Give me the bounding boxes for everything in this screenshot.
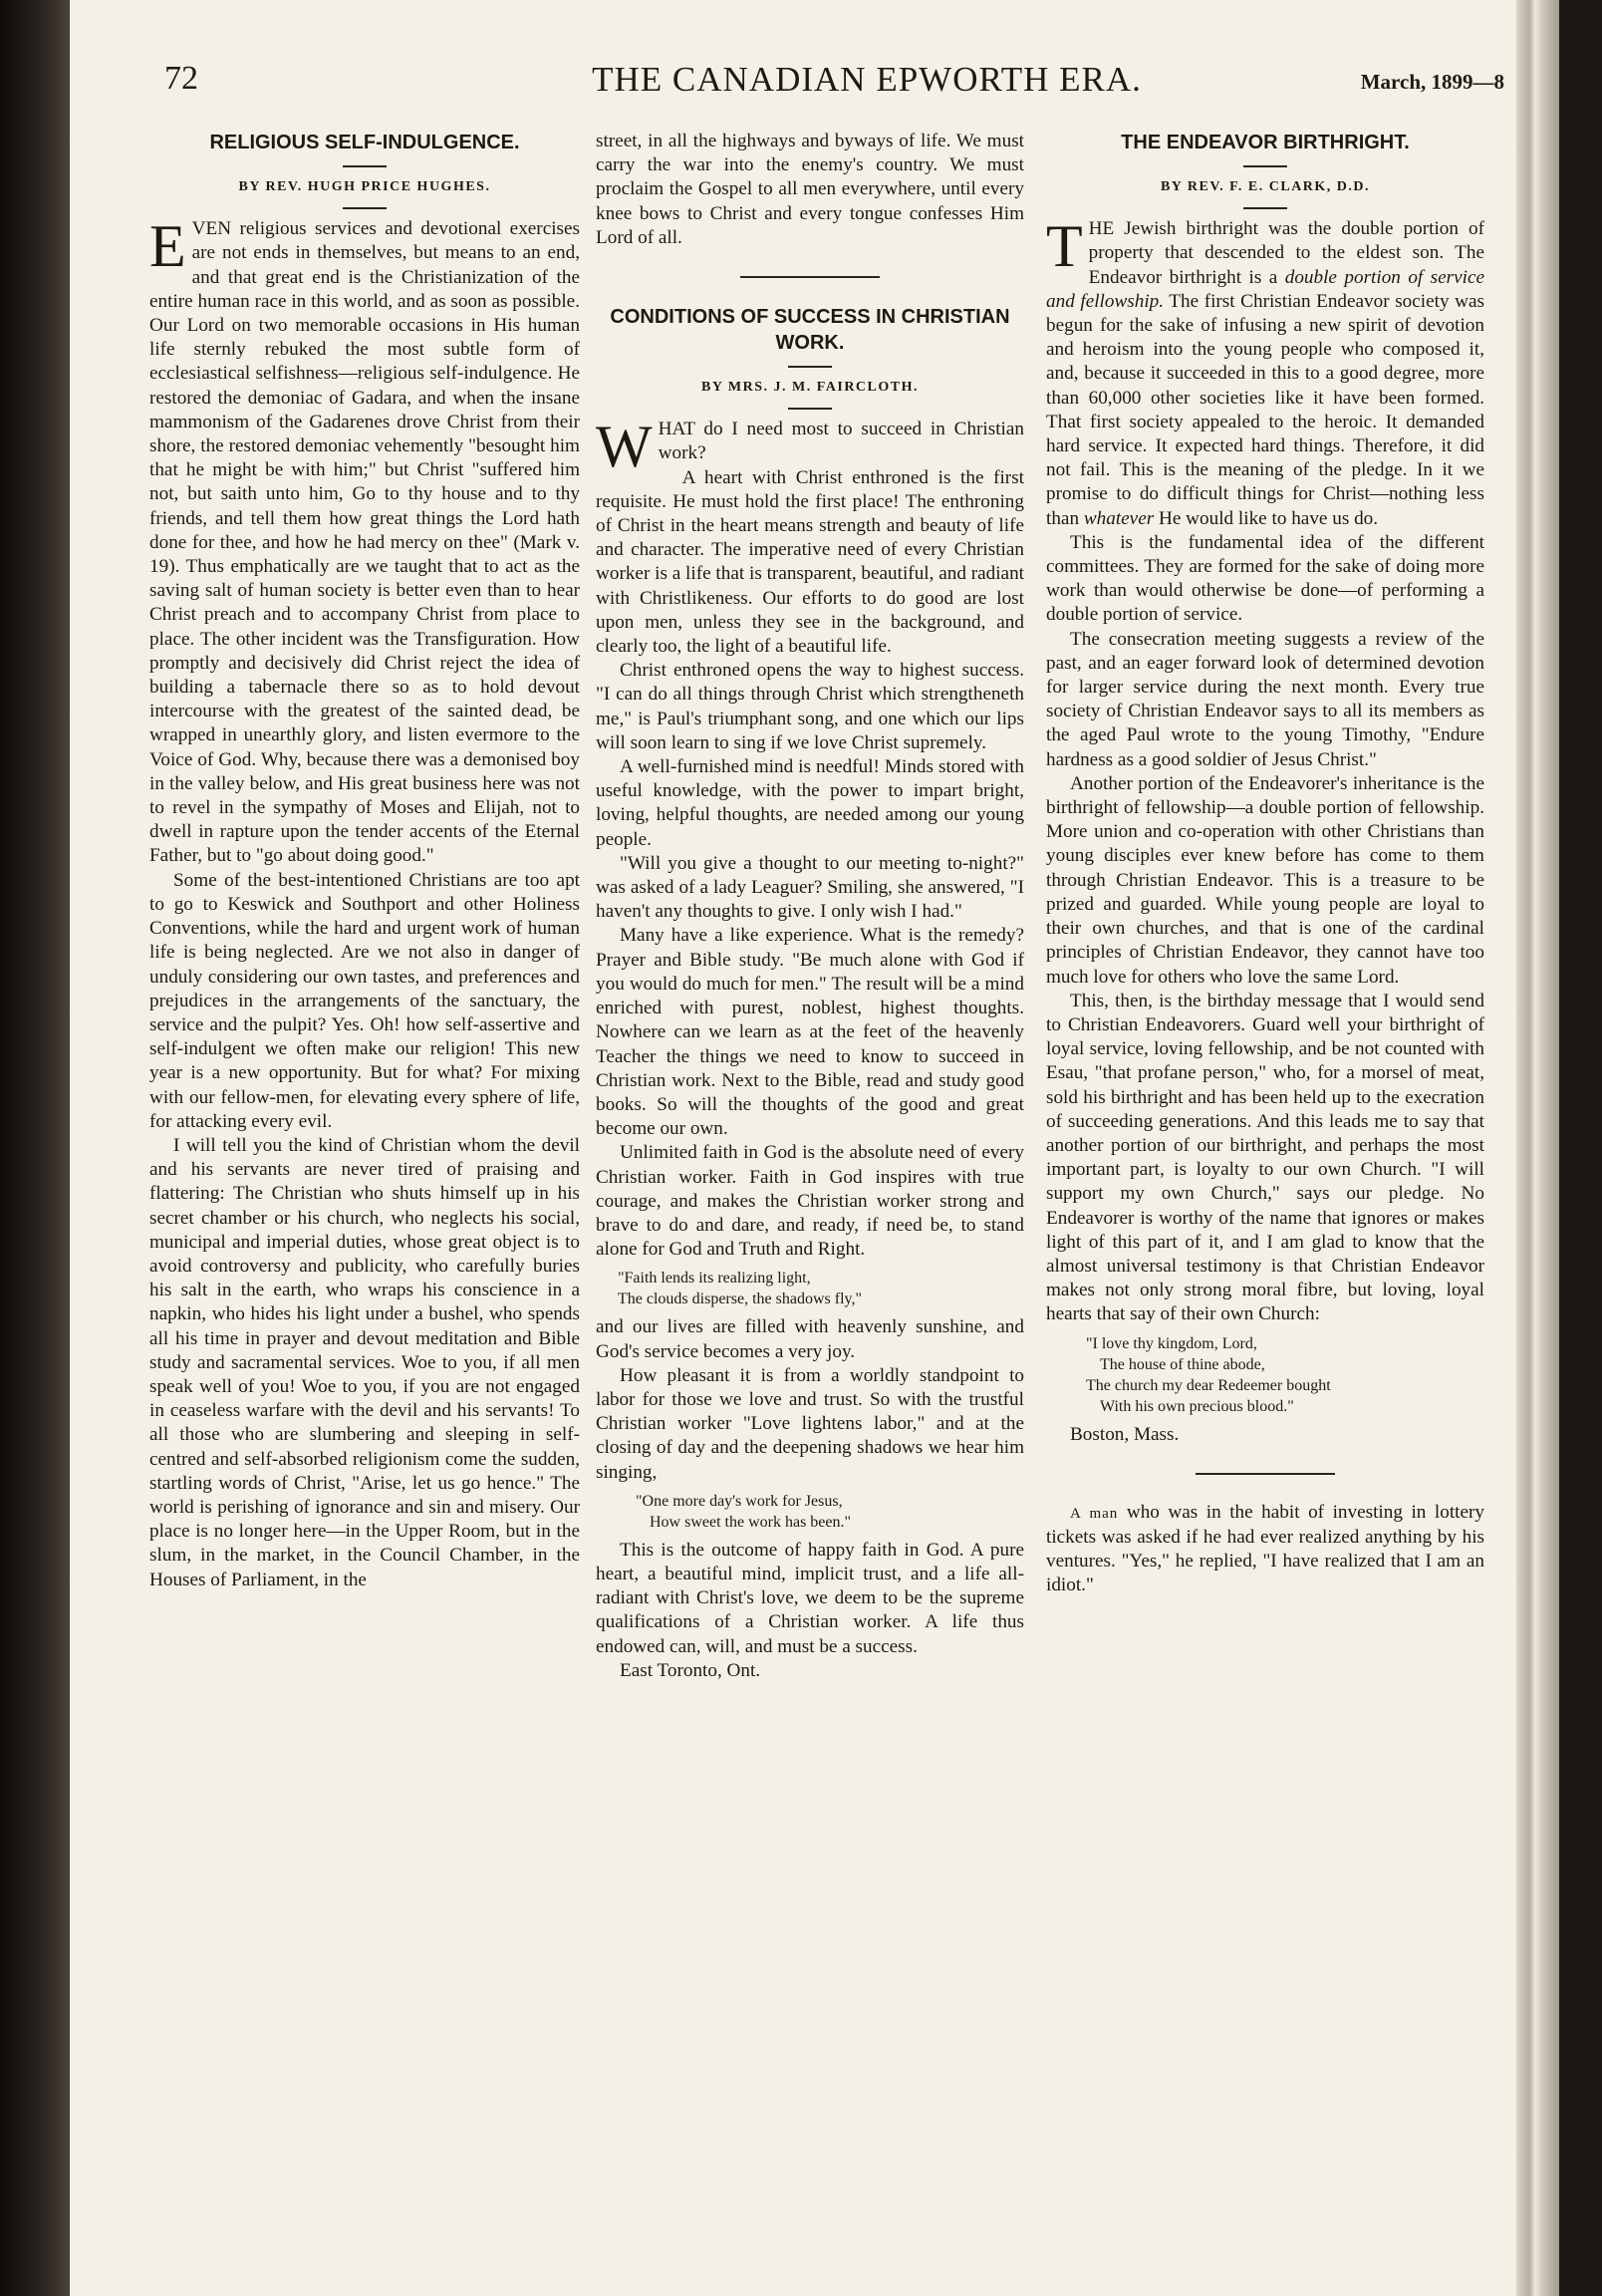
drop-cap: T [1046, 213, 1083, 280]
publication-title: THE CANADIAN EPWORTH ERA. [592, 60, 1142, 99]
paragraph: "Will you give a thought to our meeting to-night?" was asked of a lady Leaguer? Smiling, she answered, "I haven't any thoughts to give. I only wish I had." [596, 852, 1024, 923]
byline-hughes: BY REV. HUGH PRICE HUGHES. [238, 179, 491, 194]
drop-cap: E [149, 213, 186, 280]
verse-quote: "Faith lends its realizing light, The clouds disperse, the shadows fly," [618, 1270, 862, 1308]
title-rule [1243, 165, 1287, 167]
paragraph: I will tell you the kind of Christian whom the devil and his servants are never tired of praising and flattering: The Christian who shuts himself up in his secret chamber or his church, who neglects his social, municipal and imperial duties, whose great object is to avoid controversy and publicity, who carefully buries his salt in the earth, who wraps his conscience in a napkin, who hides his light under a bushel, who spends all his time in prayer and devout meditation and Bible study and sacramental services. Woe to you, if all men speak well of you! Woe to you, if you are not engaged in ceaseless warfare with the devil and his servants! To all those who are slumbering and sleeping in self-centred and self-absorbed religionism come the sudden, startling words of Christ, "Arise, let us go hence." The world is perishing of ignorance and sin and misery. Our place is no longer here—in the Upper Room, but in the slum, in the market, in the Council Chamber, in the Houses of Parliament, in the [149, 1134, 580, 1590]
article-title-endeavor-birthright: THE ENDEAVOR BIRTHRIGHT. [1121, 132, 1410, 153]
column-2 [596, 130, 1024, 1683]
paragraph: A heart with Christ enthroned is the first requisite. He must hold the first place! The enthroning of Christ in the heart means strength and beauty of life and character. The imperative need of every Christian worker is a life that is transparent, beautiful, and radiant with Christlikeness. Our efforts to do good are lost upon men, unless they see in the background, and clearly too, the light of a beautiful life. [596, 466, 1024, 658]
page-edge [1516, 0, 1559, 2296]
verse-quote: "I love thy kingdom, Lord, The house of thine abode, The church my dear Redeemer bought With his own precious blood." [1086, 1334, 1331, 1415]
issue-date: March, 1899—8 [1360, 70, 1504, 94]
paragraph: This, then, is the birthday message that I would send to Christian Endeavorers. Guard well your birthright of loyal service, loving fellowship, and be not counted with Esau, "that profane person," who, for a morsel of meat, sold his birthright and has been held up to the execration of succeeding generations. And this leads me to say that another portion of our birthright, and perhaps the most important part, is loyalty to our own Church. "I will support my own Church," says our pledge. No Endeavorer is worthy of the name that ignores or makes light of this part of it, and I am glad to know that the almost universal testimony is that Christian Endeavor makes not only strong moral fibre, but loving, loyal hearts that say of their own Church: [1046, 990, 1484, 1325]
book-spine-shadow [0, 0, 70, 2296]
byline-rule [343, 207, 387, 209]
article-separator [740, 276, 880, 278]
byline-faircloth: BY MRS. J. M. FAIRCLOTH. [701, 380, 919, 396]
paragraph: Some of the best-intentioned Christians are too apt to go to Keswick and Southport and other Holiness Conventions, while the hard and urgent work of human life is being neglected. Are we not also in danger of unduly considering our own tastes, and preferences and prejudices in the arrangements of the sanctuary, the service and the pulpit? Yes. Oh! how self-assertive and self-indulgent we often make our religion! This new year is a new opportunity. But for what? For mixing with our fellow-men, for elevating every sphere of life, for attacking every evil. [149, 869, 580, 1132]
paragraph: WHAT do I need most to succeed in Christian work? [596, 414, 1024, 480]
paragraph: THE Jewish birthright was the double portion of property that descended to the eldest son. The Endeavor birthright is a double portion of service and fellowship. The first Christian Endeavor society was begun for the sake of infusing a new spirit of devotion and heroism into the young people who composed it, and, because it succeeded in this to a good degree, more than 60,000 other societies like it have been formed. That first society appealed to the heroic. It demanded hard service. It expected hard things. Therefore, it did not fail. This is the meaning of the pledge. In it we promise to do difficult things for Christ—nothing less than whatever He would like to have us do. [1046, 213, 1485, 529]
column-3 [1046, 130, 1484, 1598]
paragraph: Christ enthroned opens the way to highest success. "I can do all things through Christ which strengtheneth me," is Paul's triumphant song, and one which our lips will soon learn to sing if we love Christ supremely. [596, 660, 1024, 753]
paragraph: The consecration meeting suggests a review of the past, and an eager forward look of determined devotion for larger service during the next month. Every true society of Christian Endeavor says to all its members as the aged Paul wrote to the young Timothy, "Endure hardness as a good soldier of Jesus Christ." [1046, 628, 1484, 770]
paragraph: A well-furnished mind is needful! Minds stored with useful knowledge, with the power to impart bright, loving, helpful thoughts, are needed among our young people. [596, 756, 1024, 850]
column-1 [149, 130, 580, 1592]
signature-location: East Toronto, Ont. [620, 1659, 761, 1681]
article-title-conditions-of-success: CONDITIONS OF SUCCESS IN CHRISTIAN WORK. [610, 306, 1010, 355]
article-title-religious-self-indulgence: RELIGIOUS SELF-INDULGENCE. [209, 132, 520, 153]
paragraph: This is the fundamental idea of the different committees. They are formed for the sake of doing more work than would otherwise be done—of performing a double portion of service. [1046, 531, 1484, 626]
paragraph: Unlimited faith in God is the absolute need of every Christian worker. Faith in God inspires with true courage, and makes the Christian worker strong and brave to do and dare, and ready, if need be, to stand alone for God and Truth and Right. [596, 1142, 1024, 1261]
paragraph: Another portion of the Endeavorer's inheritance is the birthright of fellowship—a double portion of fellowship. More union and co-operation with other Christians than young disciples ever knew before has come to them through Christian Endeavor. This is a treasure to be prized and guarded. While young people are loyal to their own churches, and that is one of the cardinal principles of Christian Endeavor, they cannot have too much love for others who love the same Lord. [1046, 772, 1484, 988]
magazine-page [70, 0, 1559, 2296]
title-rule [343, 165, 387, 167]
paragraph: EVEN religious services and devotional exercises are not ends in themselves, but means to an end, and that great end is the Christianization of the entire human race in this world, and as soon as possible. Our Lord on two memorable occasions in His human life sternly rebuked the most subtle form of ecclesiastical selfishness—religious self-indulgence. He restored the demoniac of Gadara, and when the insane mammonism of the Gadarenes drove Christ from their shore, the restored demoniac vehemently "besought him that he might be with him;" but Christ "suffered him not, but saith unto him, Go to thy house and to thy friends, and tell them how great things the Lord hath done for thee, and how he had mercy on thee" (Mark v. 19). Thus emphatically are we taught that to act as the saving salt of human society is better even than to hear Christ preach and to accompany Christ from place to place. The other incident was the Transfiguration. How promptly and decisively did Christ reject the idea of building a tabernacle there so as to hold devout intercourse with the greatest of the sainted dead, be wrapped in unearthly glory, and listen evermore to the Voice of God. Why, because there was a demonised boy in the valley below, and His great business here was not to revel in the sympathy of Moses and Elijah, not to dwell in rapture upon the tender accents of the Eternal Father, but to "go about doing good." [149, 213, 580, 867]
byline-rule [1243, 207, 1287, 209]
paragraph-continued: street, in all the highways and byways of life. We must carry the war into the enemy's country. We must proclaim the Gospel to all men everywhere, until every knee bows to Christ and every tongue confesses Him Lord of all. [596, 131, 1024, 248]
signature-location: Boston, Mass. [1070, 1423, 1180, 1445]
paragraph: This is the outcome of happy faith in God. A pure heart, a beautiful mind, implicit trust, and a life all-radiant with Christ's love, we deem to be the supreme qualifications of a Christian worker. A life thus endowed can, will, and must be a success. [596, 1539, 1024, 1657]
verse-quote: "One more day's work for Jesus, How sweet the work has been." [636, 1492, 852, 1531]
paragraph: Many have a like experience. What is the remedy? Prayer and Bible study. "Be much alone with God if you would do much for men." The result will be a mind enriched with purest, noblest, highest thoughts. Nowhere can we learn as at the feet of the heavenly Teacher the things we need to know to succeed in Christian work. Next to the Bible, read and study good books. So will the thoughts of the good and great become our own. [596, 925, 1024, 1140]
anecdote-paragraph: A man who was in the habit of investing in lottery tickets was asked if he had ever realized anything by his ventures. "Yes," he replied, "I have realized that I am an idiot." [1046, 1501, 1484, 1596]
paragraph: and our lives are filled with heavenly sunshine, and God's service becomes a very joy. [596, 1316, 1024, 1362]
drop-cap: W [596, 414, 653, 480]
title-rule [788, 366, 832, 368]
byline-rule [788, 408, 832, 410]
paragraph: How pleasant it is from a worldly standpoint to labor for those we love and trust. So with the trustful Christian worker "Love lightens labor," and at the closing of day and the deepening shadows we hear him singing, [596, 1364, 1024, 1483]
page-number: 72 [164, 60, 198, 97]
article-separator [1196, 1473, 1335, 1475]
byline-clark: BY REV. F. E. CLARK, D.D. [1160, 179, 1371, 194]
